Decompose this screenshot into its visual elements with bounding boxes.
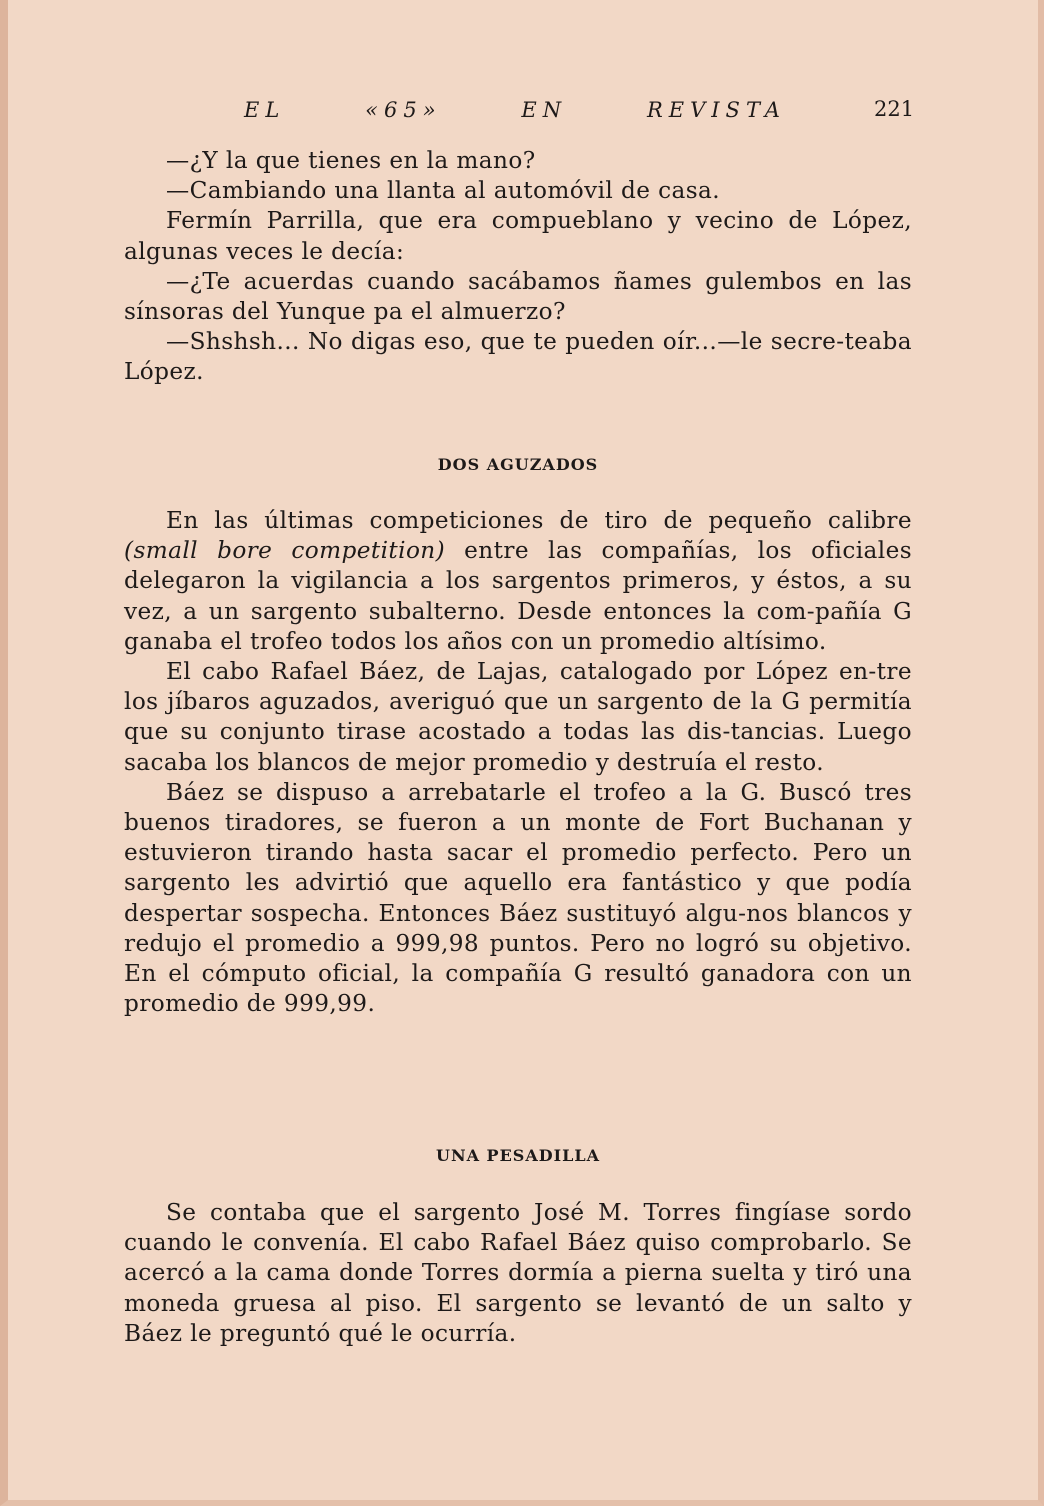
running-head-word: EL	[244, 98, 286, 122]
paragraph: Báez se dispuso a arrebatarle el trofeo a la G. Buscó tres buenos tiradores, se fueron a un monte de Fort Buchanan y estuvieron tirando hasta sacar el promedio perfecto. Pero un sargento les advirtió que aquello era fantástico y que podía despertar sospecha. Entonces Báez sustituyó algu-nos blancos y redujo el promedio a 999,98 puntos. Pero no logró su objetivo. En el cómputo oficial, la compañía G resultó ganadora con un promedio de 999,99.	[124, 778, 912, 1018]
section-heading: DOS AGUZADOS	[437, 455, 599, 474]
paragraph: Se contaba que el sargento José M. Torres fingíase sordo cuando le convenía. El cabo Rafael Báez quiso comprobarlo. Se acercó a la cama donde Torres dormía a pierna suelta y tiró una moneda gruesa al piso. El sargento se levantó de un salto y Báez le preguntó qué le ocurría.	[124, 1199, 912, 1347]
text-run: entre las compañías, los oficiales delegaron la vigilancia a los sargentos primeros, y éstos, a su vez, a un sargento subalterno. Desde entonces la com-pañía G ganaba el trofeo todos los años con un promedio altísimo.	[124, 537, 912, 655]
paragraph: —¿Y la que tienes en la mano?	[166, 147, 536, 174]
paragraph: —¿Te acuerdas cuando sacábamos ñames gulembos en las sínsoras del Yunque pa el almuerzo?	[124, 267, 912, 326]
paragraph	[124, 506, 912, 657]
section-heading: UNA PESADILLA	[435, 1146, 601, 1165]
running-head-word: «65»	[365, 98, 442, 122]
running-head-word: REVISTA	[646, 98, 786, 122]
running-head	[244, 98, 786, 122]
paragraph: —Shshsh... No digas eso, que te pueden oír...—le secre-teaba López.	[124, 328, 912, 386]
running-head-word: EN	[521, 98, 568, 122]
paragraph: Fermín Parrilla, que era compueblano y vecino de López, algunas veces le decía:	[124, 207, 912, 265]
section-dos-aguzados	[124, 506, 912, 1019]
intro-dialogue	[124, 146, 912, 388]
paragraph: —Cambiando una llanta al automóvil de casa.	[166, 177, 721, 205]
italic-phrase: (small bore competition)	[124, 537, 446, 565]
section-una-pesadilla	[124, 1198, 912, 1349]
page-number: 221	[874, 97, 915, 121]
paragraph: El cabo Rafael Báez, de Lajas, catalogado por López en-tre los jíbaros aguzados, averiguó que un sargento de la G permitía que su conjunto tirase acostado a todas las dis-tancias. Luego sacaba los blancos de mejor promedio y destruía el resto.	[124, 658, 912, 776]
text-run: En las últimas competiciones de tiro de pequeño calibre	[166, 507, 912, 534]
